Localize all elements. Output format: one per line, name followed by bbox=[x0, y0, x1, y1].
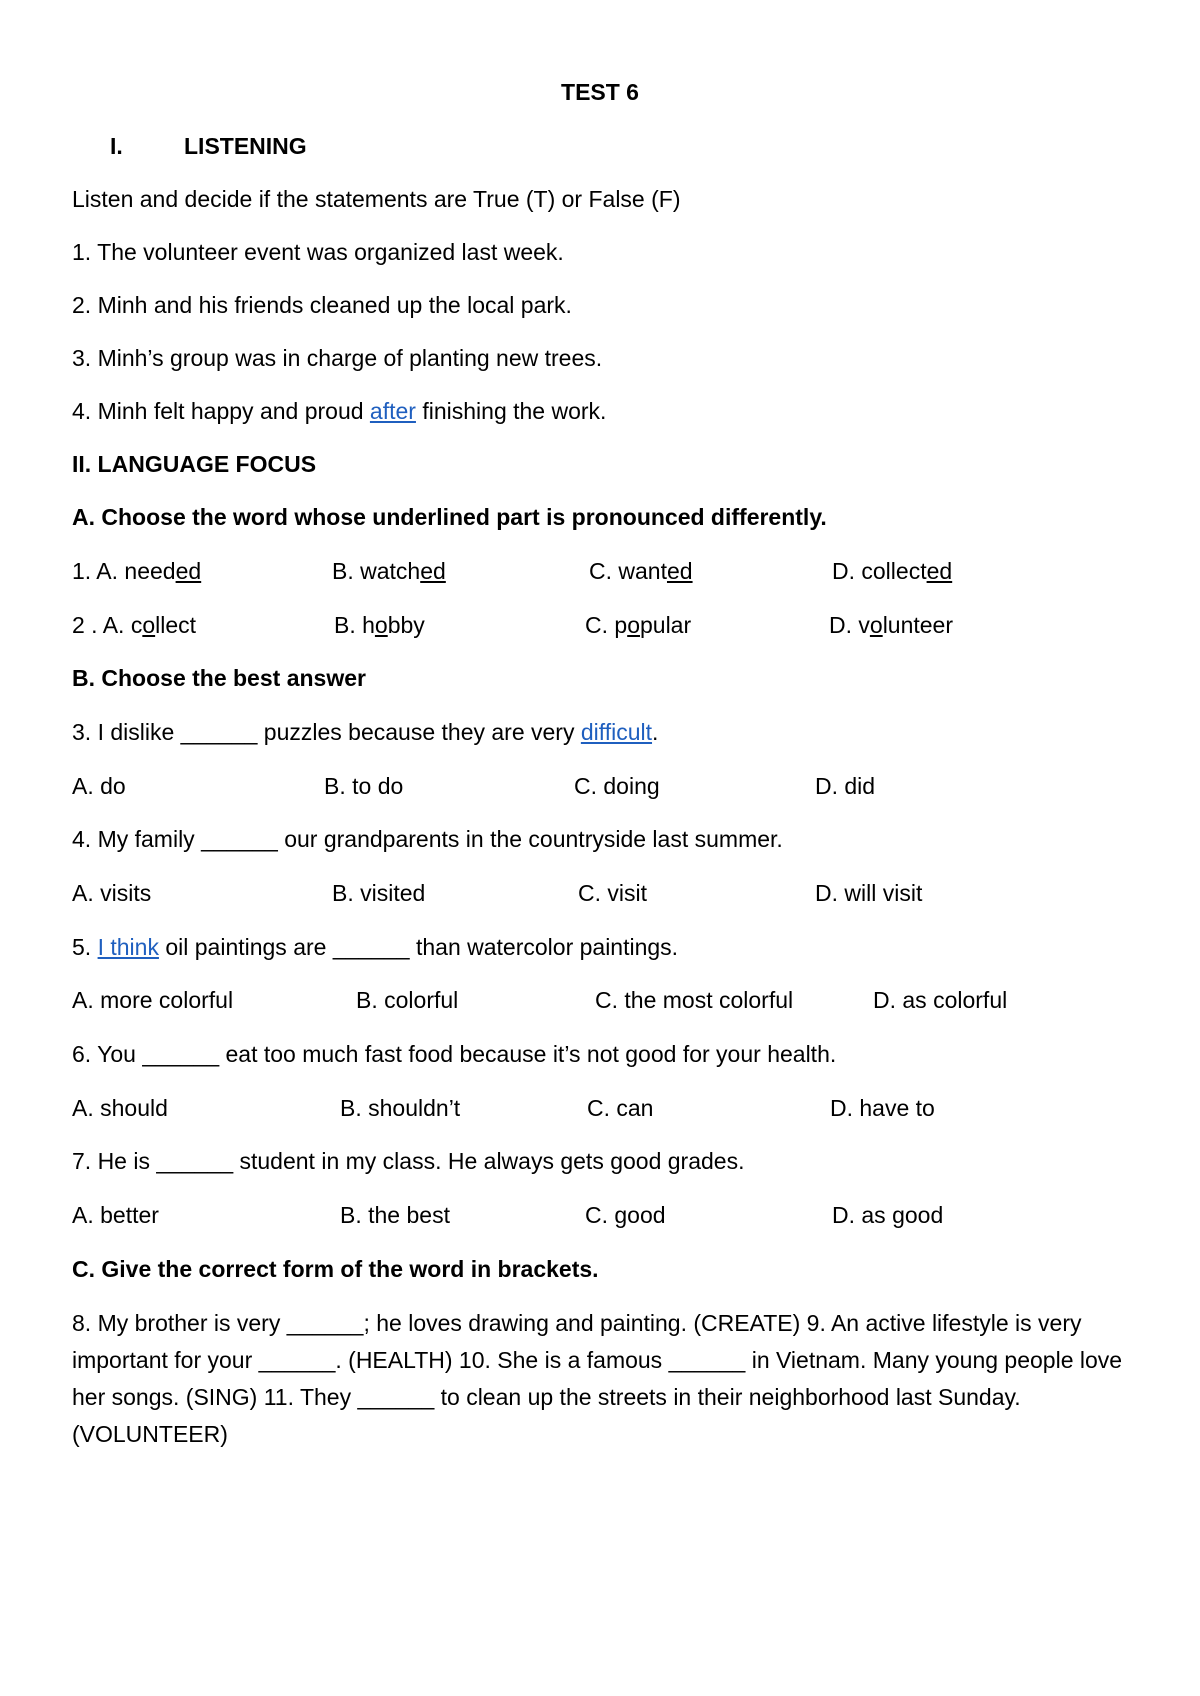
listening-heading: LISTENING bbox=[184, 133, 307, 159]
q5-option-a: A. more colorful bbox=[72, 987, 234, 1013]
q3-option-b: B. to do bbox=[324, 773, 404, 799]
q3-text-pre: 3. I dislike ______ puzzles because they are very bbox=[72, 719, 581, 745]
question-7: 7. He is ______ student in my class. He always gets good grades. bbox=[72, 1148, 745, 1174]
q5-text-post: oil paintings are ______ than watercolor paintings. bbox=[158, 934, 679, 960]
section-b-heading: B. Choose the best answer bbox=[72, 665, 366, 691]
q5-option-d: D. as colorful bbox=[873, 987, 1008, 1013]
q2-option-c: C. popular bbox=[585, 612, 692, 638]
q5-option-c: C. the most colorful bbox=[595, 987, 794, 1013]
q6-option-c: C. can bbox=[587, 1095, 654, 1121]
q7-option-b: B. the best bbox=[340, 1202, 450, 1228]
q2-option-d: D. volunteer bbox=[829, 612, 954, 638]
item4-text-post: finishing the work. bbox=[415, 398, 607, 424]
listening-item-1: 1. The volunteer event was organized last week. bbox=[72, 239, 564, 265]
section-c-heading: C. Give the correct form of the word in brackets. bbox=[72, 1256, 599, 1282]
listening-instruction: Listen and decide if the statements are True (T) or False (F) bbox=[72, 186, 681, 212]
q4-option-c: C. visit bbox=[578, 880, 647, 906]
question-4: 4. My family ______ our grandparents in the countryside last summer. bbox=[72, 826, 783, 852]
question-5 bbox=[72, 933, 678, 961]
q4-option-d: D. will visit bbox=[815, 880, 923, 906]
q7-option-a: A. better bbox=[72, 1202, 159, 1228]
q7-option-c: C. good bbox=[585, 1202, 666, 1228]
q4-option-b: B. visited bbox=[332, 880, 426, 906]
q2-option-b: B. hobby bbox=[334, 612, 425, 638]
word-form-paragraph: 8. My brother is very ______; he loves drawing and painting. (CREATE) 9. An active lifestyle is very important for your ______. (HEALTH) 10. She is a famous ______ in Vietnam. Many young people love her songs. (SING) 11. They ______ to clean up the streets in their neighborhood last Sunday. (VOLUNTEER) bbox=[72, 1310, 1123, 1447]
after-link[interactable]: after bbox=[369, 398, 416, 424]
q1-option-d: D. collected bbox=[832, 558, 953, 584]
listening-item-4 bbox=[72, 397, 606, 425]
question-3 bbox=[72, 718, 658, 746]
q7-option-d: D. as good bbox=[832, 1202, 944, 1228]
q6-option-a: A. should bbox=[72, 1095, 168, 1121]
q4-option-a: A. visits bbox=[72, 880, 152, 906]
listening-item-3: 3. Minh’s group was in charge of planting new trees. bbox=[72, 345, 603, 371]
item4-text-pre: 4. Minh felt happy and proud bbox=[72, 398, 370, 424]
i-think-link[interactable]: I think bbox=[97, 934, 159, 960]
q3-option-a: A. do bbox=[72, 773, 126, 799]
q3-text-post: . bbox=[652, 719, 659, 745]
language-focus-heading: II. LANGUAGE FOCUS bbox=[72, 451, 317, 477]
q3-option-d: D. did bbox=[815, 773, 876, 799]
section-a-heading: A. Choose the word whose underlined part is pronounced differently. bbox=[72, 504, 827, 530]
section-numeral-1: I. bbox=[110, 133, 123, 159]
q5-text-pre: 5. bbox=[72, 934, 98, 960]
q1-option-b: B. watched bbox=[332, 558, 446, 584]
listening-item-2: 2. Minh and his friends cleaned up the local park. bbox=[72, 292, 572, 318]
q2-option-a: 2 . A. collect bbox=[72, 612, 197, 638]
page-title: TEST 6 bbox=[561, 79, 639, 105]
question-6: 6. You ______ eat too much fast food because it’s not good for your health. bbox=[72, 1041, 837, 1067]
q6-option-b: B. shouldn’t bbox=[340, 1095, 461, 1121]
q1-option-a: 1. A. needed bbox=[72, 558, 202, 584]
q6-option-d: D. have to bbox=[830, 1095, 935, 1121]
q1-option-c: C. wanted bbox=[589, 558, 693, 584]
q3-option-c: C. doing bbox=[574, 773, 660, 799]
difficult-link[interactable]: difficult bbox=[580, 719, 653, 745]
q5-option-b: B. colorful bbox=[356, 987, 459, 1013]
